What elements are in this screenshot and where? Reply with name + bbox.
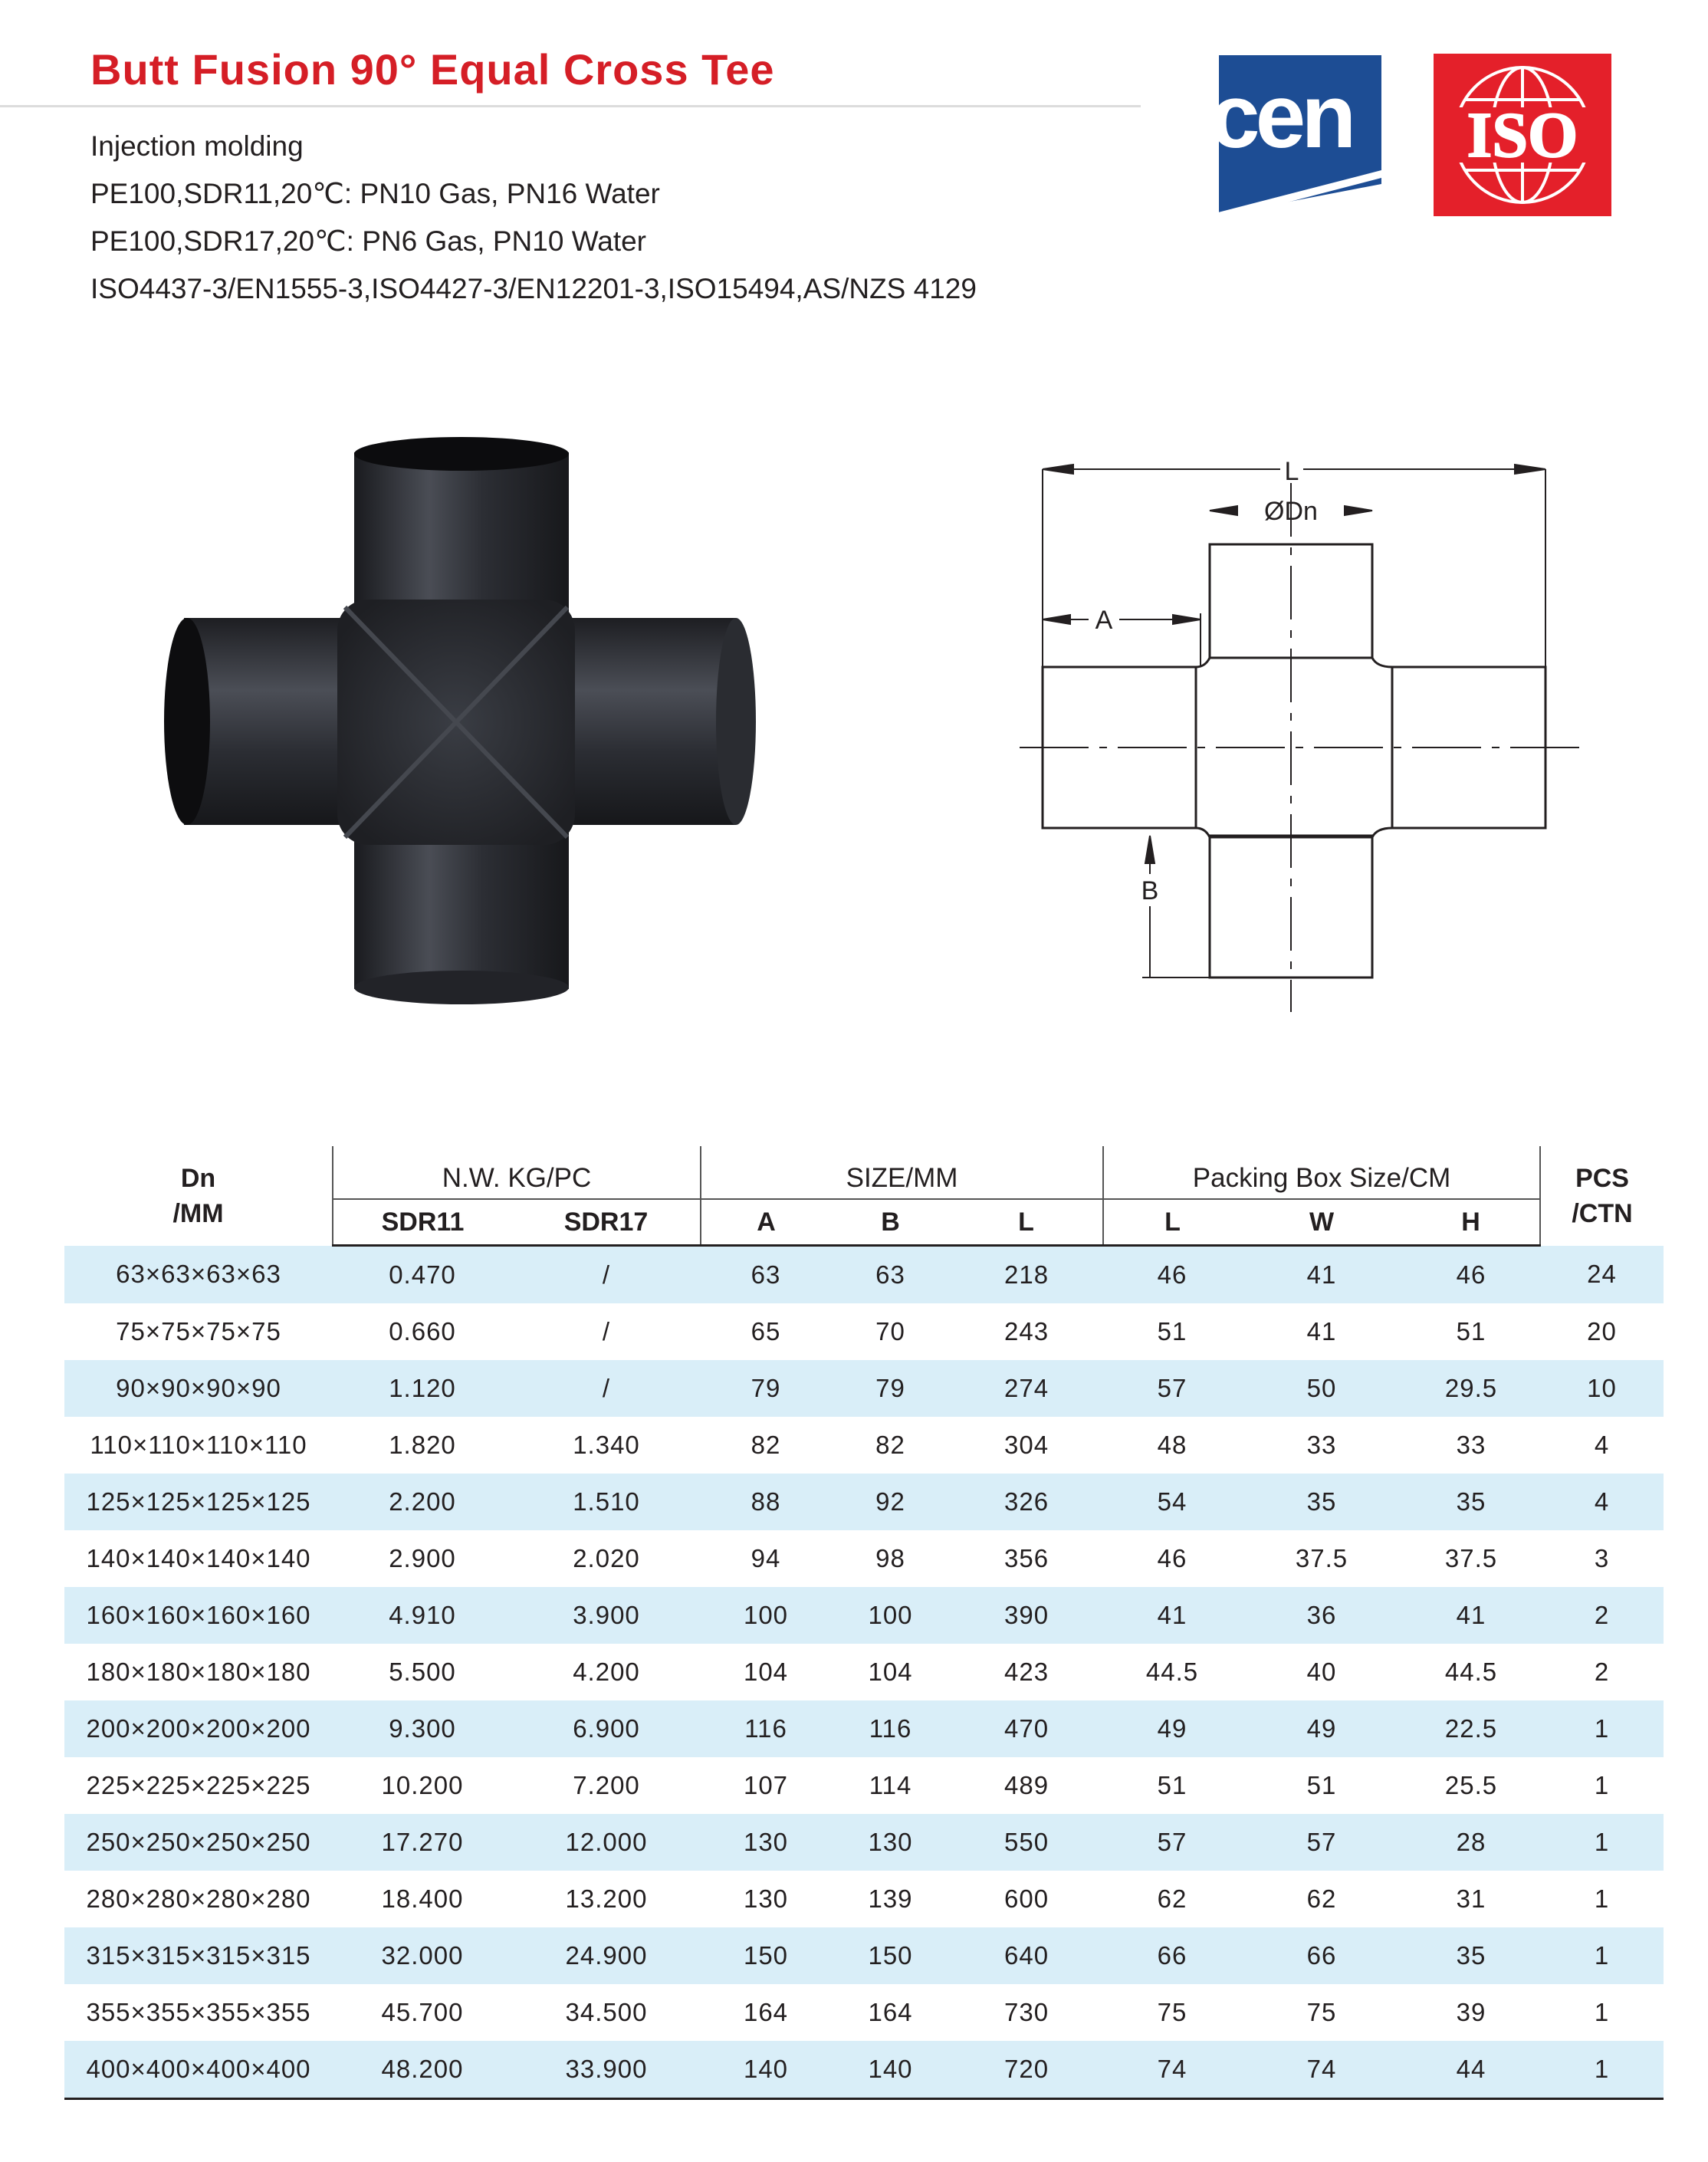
cell-pack-w: 33 [1306, 1431, 1337, 1459]
cell-dn: 125×125×125×125 [64, 1474, 333, 1530]
header-dn [64, 1146, 333, 1246]
cell-pack-w: 57 [1241, 1814, 1402, 1871]
cell-nw-sdr17: 2.020 [573, 1544, 640, 1572]
cell-nw-sdr11: 45.700 [381, 1998, 464, 2026]
table-row [64, 1587, 1664, 1644]
cell-pack-l: 51 [1157, 1771, 1187, 1799]
table-header-row-groups [64, 1146, 1664, 1199]
cell-size-a: 130 [743, 1884, 789, 1913]
fitting-left-opening [164, 618, 210, 825]
header-pcs-line2: /CTN [1572, 1198, 1633, 1228]
table-body [64, 1246, 1664, 2099]
cell-size-b: 116 [831, 1700, 950, 1757]
table-row [64, 1644, 1664, 1700]
label-l: L [1284, 457, 1299, 486]
table-row [64, 1871, 1664, 1927]
cell-pcs-ctn: 2 [1594, 1658, 1610, 1686]
cell-size-l: 274 [950, 1360, 1103, 1417]
fitting-left-branch [184, 618, 360, 825]
cell-pack-h: 44.5 [1444, 1658, 1498, 1686]
cell-nw-sdr17: / [512, 1360, 701, 1417]
spec-lines [90, 123, 977, 313]
table-row [64, 1246, 1664, 1304]
cell-dn: 280×280×280×280 [86, 1884, 311, 1913]
cell-size-l: 720 [950, 2041, 1103, 2099]
cell-pack-l: 46 [1157, 1544, 1187, 1572]
cell-pcs-ctn: 24 [1540, 1246, 1664, 1304]
cell-nw-sdr17: 7.200 [573, 1771, 640, 1799]
cell-pcs-ctn: 2 [1540, 1587, 1664, 1644]
cell-pack-l: 57 [1103, 1814, 1241, 1871]
cell-pack-l: 48 [1157, 1431, 1187, 1459]
fitting-right-branch [560, 618, 736, 825]
cell-pack-w: 36 [1241, 1587, 1402, 1644]
iso-logo-text: ISO [1467, 100, 1578, 171]
cell-dn: 110×110×110×110 [90, 1431, 307, 1459]
cell-nw-sdr17: 3.900 [512, 1587, 701, 1644]
cell-size-a: 107 [743, 1771, 789, 1799]
cell-size-l: 304 [1003, 1431, 1049, 1459]
cell-nw-sdr11: 32.000 [333, 1927, 512, 1984]
header-size-l: L [950, 1199, 1103, 1246]
cell-pcs-ctn: 1 [1540, 1814, 1664, 1871]
cell-dn: 400×400×400×400 [64, 2041, 333, 2099]
label-dn: ØDn [1264, 497, 1318, 526]
cell-pcs-ctn: 1 [1594, 1884, 1610, 1913]
cell-size-a: 65 [751, 1317, 781, 1346]
table-row [64, 2041, 1664, 2099]
spec-line-sdr17: PE100,SDR17,20℃: PN6 Gas, PN10 Water [90, 225, 647, 257]
cell-pack-l: 54 [1103, 1474, 1241, 1530]
cell-size-b: 140 [831, 2041, 950, 2099]
cell-pcs-ctn: 1 [1540, 2041, 1664, 2099]
cell-pack-l: 75 [1157, 1998, 1187, 2026]
cell-dn: 160×160×160×160 [64, 1587, 333, 1644]
cell-pack-w: 51 [1306, 1771, 1337, 1799]
cell-dn: 355×355×355×355 [86, 1998, 311, 2026]
cell-dn: 180×180×180×180 [86, 1658, 311, 1686]
header-sdr11: SDR11 [333, 1199, 512, 1246]
header-pack-h: H [1402, 1199, 1540, 1246]
cell-nw-sdr11: 0.660 [389, 1317, 456, 1346]
cell-nw-sdr11: 2.900 [389, 1544, 456, 1572]
cell-size-b: 98 [875, 1544, 905, 1572]
cell-nw-sdr17: 33.900 [512, 2041, 701, 2099]
cell-dn: 140×140×140×140 [86, 1544, 311, 1572]
product-photo [153, 429, 767, 1012]
table-row [64, 1474, 1664, 1530]
header-size-group: SIZE/MM [701, 1146, 1103, 1199]
cell-size-b: 82 [875, 1431, 905, 1459]
cell-size-l: 390 [950, 1587, 1103, 1644]
cell-nw-sdr17: 1.510 [512, 1474, 701, 1530]
table-row [64, 1814, 1664, 1871]
cell-nw-sdr11: 10.200 [381, 1771, 464, 1799]
cell-size-a: 94 [751, 1544, 781, 1572]
cell-pcs-ctn: 1 [1594, 1998, 1610, 2026]
cell-nw-sdr17: 12.000 [512, 1814, 701, 1871]
cell-nw-sdr17: 6.900 [512, 1700, 701, 1757]
specification-table [64, 1146, 1664, 2100]
cell-pack-w: 40 [1306, 1658, 1337, 1686]
cell-pack-l: 74 [1103, 2041, 1241, 2099]
cell-pack-h: 39 [1456, 1998, 1486, 2026]
cell-size-l: 243 [1003, 1317, 1049, 1346]
cell-nw-sdr11: 5.500 [389, 1658, 456, 1686]
cell-size-l: 640 [950, 1927, 1103, 1984]
cell-dn: 315×315×315×315 [64, 1927, 333, 1984]
cell-nw-sdr11: 0.470 [333, 1246, 512, 1304]
table-row [64, 1417, 1664, 1474]
cell-pcs-ctn: 1 [1594, 1771, 1610, 1799]
cell-pack-h: 29.5 [1402, 1360, 1540, 1417]
table-row [64, 1927, 1664, 1984]
cell-pcs-ctn: 4 [1540, 1474, 1664, 1530]
title-divider [0, 105, 1141, 107]
cell-pack-l: 49 [1103, 1700, 1241, 1757]
spec-line-standards: ISO4437-3/EN1555-3,ISO4427-3/EN12201-3,ISO15494,AS/NZS 4129 [90, 273, 977, 304]
cell-pack-h: 35 [1402, 1474, 1540, 1530]
cell-pack-w: 50 [1241, 1360, 1402, 1417]
cell-pack-h: 51 [1456, 1317, 1486, 1346]
cell-size-a: 79 [701, 1360, 831, 1417]
cell-pack-l: 66 [1103, 1927, 1241, 1984]
dimension-l [1043, 465, 1545, 667]
cell-pack-w: 74 [1241, 2041, 1402, 2099]
cell-pack-w: 37.5 [1295, 1544, 1348, 1572]
cell-size-a: 140 [701, 2041, 831, 2099]
header-pack-l: L [1103, 1199, 1241, 1246]
cell-dn: 250×250×250×250 [64, 1814, 333, 1871]
label-b: B [1141, 876, 1159, 905]
cell-nw-sdr17: 1.340 [573, 1431, 640, 1459]
spec-line-sdr11: PE100,SDR11,20℃: PN10 Gas, PN16 Water [90, 178, 660, 209]
cell-size-l: 423 [1003, 1658, 1049, 1686]
header-sdr17: SDR17 [512, 1199, 701, 1246]
cen-logo-text: cen [1210, 66, 1352, 167]
cell-size-l: 730 [1003, 1998, 1049, 2026]
cell-size-b: 100 [831, 1587, 950, 1644]
dimension-drawing [997, 437, 1579, 1035]
cell-size-a: 116 [701, 1700, 831, 1757]
header-packing-group: Packing Box Size/CM [1103, 1146, 1540, 1199]
cell-size-l: 600 [1003, 1884, 1049, 1913]
cell-pack-w: 35 [1241, 1474, 1402, 1530]
cell-size-b: 164 [868, 1998, 913, 2026]
cell-size-l: 489 [1003, 1771, 1049, 1799]
cell-pack-l: 41 [1103, 1587, 1241, 1644]
table-row [64, 1530, 1664, 1587]
header-size-b: B [831, 1199, 950, 1246]
cell-dn: 200×200×200×200 [64, 1700, 333, 1757]
cell-size-a: 150 [701, 1927, 831, 1984]
cell-size-a: 104 [743, 1658, 789, 1686]
cell-nw-sdr11: 1.120 [333, 1360, 512, 1417]
cell-pack-h: 41 [1402, 1587, 1540, 1644]
table-row [64, 1303, 1664, 1360]
cell-size-b: 63 [831, 1246, 950, 1304]
cell-dn: 75×75×75×75 [116, 1317, 281, 1346]
drawing-centerlines [1020, 483, 1579, 1012]
cell-pack-h: 35 [1402, 1927, 1540, 1984]
cell-dn: 90×90×90×90 [64, 1360, 333, 1417]
cell-pack-w: 49 [1241, 1700, 1402, 1757]
cell-pack-w: 62 [1306, 1884, 1337, 1913]
cell-size-b: 139 [868, 1884, 913, 1913]
page-title: Butt Fusion 90° Equal Cross Tee [90, 45, 775, 94]
fitting-bottom-end [354, 971, 569, 1004]
cell-nw-sdr17: 4.200 [573, 1658, 640, 1686]
cell-pack-l: 57 [1103, 1360, 1241, 1417]
cell-pcs-ctn: 1 [1540, 1927, 1664, 1984]
cell-size-b: 92 [831, 1474, 950, 1530]
cell-size-l: 218 [950, 1246, 1103, 1304]
cell-nw-sdr17: 24.900 [512, 1927, 701, 1984]
cell-pack-h: 25.5 [1444, 1771, 1498, 1799]
cell-size-l: 470 [950, 1700, 1103, 1757]
cell-size-a: 82 [751, 1431, 781, 1459]
cell-size-b: 70 [875, 1317, 905, 1346]
cell-dn: 225×225×225×225 [86, 1771, 311, 1799]
header-pcs [1540, 1146, 1664, 1246]
cell-size-a: 88 [701, 1474, 831, 1530]
cell-size-b: 79 [831, 1360, 950, 1417]
cell-dn: 63×63×63×63 [64, 1246, 333, 1304]
cell-size-a: 63 [701, 1246, 831, 1304]
cell-pack-w: 66 [1241, 1927, 1402, 1984]
cell-nw-sdr11: 2.200 [333, 1474, 512, 1530]
cell-pack-h: 46 [1402, 1246, 1540, 1304]
cell-pcs-ctn: 20 [1587, 1317, 1617, 1346]
label-a: A [1095, 606, 1113, 635]
header-dn-line1: Dn [180, 1163, 216, 1193]
cell-nw-sdr17: 34.500 [565, 1998, 648, 2026]
cell-pack-h: 28 [1402, 1814, 1540, 1871]
cell-nw-sdr11: 18.400 [381, 1884, 464, 1913]
cell-pack-h: 33 [1456, 1431, 1486, 1459]
cell-pack-w: 41 [1241, 1246, 1402, 1304]
cell-pack-l: 44.5 [1145, 1658, 1199, 1686]
cell-size-b: 104 [868, 1658, 913, 1686]
header-pcs-line1: PCS [1575, 1163, 1629, 1193]
header-dn-line2: /MM [172, 1198, 224, 1228]
fitting-right-end [716, 618, 756, 825]
cell-size-l: 550 [950, 1814, 1103, 1871]
iso-logo [1434, 54, 1611, 216]
spec-line-process: Injection molding [90, 130, 304, 162]
cell-size-b: 130 [831, 1814, 950, 1871]
cell-size-l: 326 [950, 1474, 1103, 1530]
header-pack-w: W [1241, 1199, 1402, 1246]
cell-size-a: 100 [701, 1587, 831, 1644]
dimension-a [1043, 613, 1201, 667]
cell-pack-h: 22.5 [1402, 1700, 1540, 1757]
cell-pcs-ctn: 3 [1594, 1544, 1610, 1572]
cell-nw-sdr11: 48.200 [333, 2041, 512, 2099]
cell-nw-sdr17: / [512, 1246, 701, 1304]
header-nw-group: N.W. KG/PC [333, 1146, 701, 1199]
cell-pcs-ctn: 10 [1540, 1360, 1664, 1417]
cell-nw-sdr11: 4.910 [333, 1587, 512, 1644]
cell-pack-w: 41 [1306, 1317, 1337, 1346]
cell-nw-sdr11: 9.300 [333, 1700, 512, 1757]
fitting-top-opening [354, 437, 569, 471]
cell-size-b: 150 [831, 1927, 950, 1984]
table-row [64, 1984, 1664, 2041]
table-row [64, 1700, 1664, 1757]
cell-nw-sdr17: / [602, 1317, 611, 1346]
cell-size-b: 114 [869, 1771, 912, 1799]
cell-pack-w: 75 [1306, 1998, 1337, 2026]
cell-nw-sdr11: 1.820 [389, 1431, 456, 1459]
cell-size-a: 130 [701, 1814, 831, 1871]
cell-size-l: 356 [1003, 1544, 1049, 1572]
cell-pack-h: 37.5 [1444, 1544, 1498, 1572]
table-row [64, 1757, 1664, 1814]
dimension-b [1142, 836, 1210, 978]
cell-pack-l: 46 [1103, 1246, 1241, 1304]
cell-nw-sdr17: 13.200 [565, 1884, 648, 1913]
cell-nw-sdr11: 17.270 [333, 1814, 512, 1871]
cell-pack-l: 51 [1157, 1317, 1187, 1346]
header-size-a: A [701, 1199, 831, 1246]
table-row [64, 1360, 1664, 1417]
cell-pack-h: 31 [1456, 1884, 1486, 1913]
cell-pack-h: 44 [1402, 2041, 1540, 2099]
cell-pcs-ctn: 1 [1540, 1700, 1664, 1757]
cell-size-a: 164 [743, 1998, 789, 2026]
cen-logo [1197, 55, 1403, 222]
cell-pcs-ctn: 4 [1594, 1431, 1610, 1459]
cell-pack-l: 62 [1157, 1884, 1187, 1913]
